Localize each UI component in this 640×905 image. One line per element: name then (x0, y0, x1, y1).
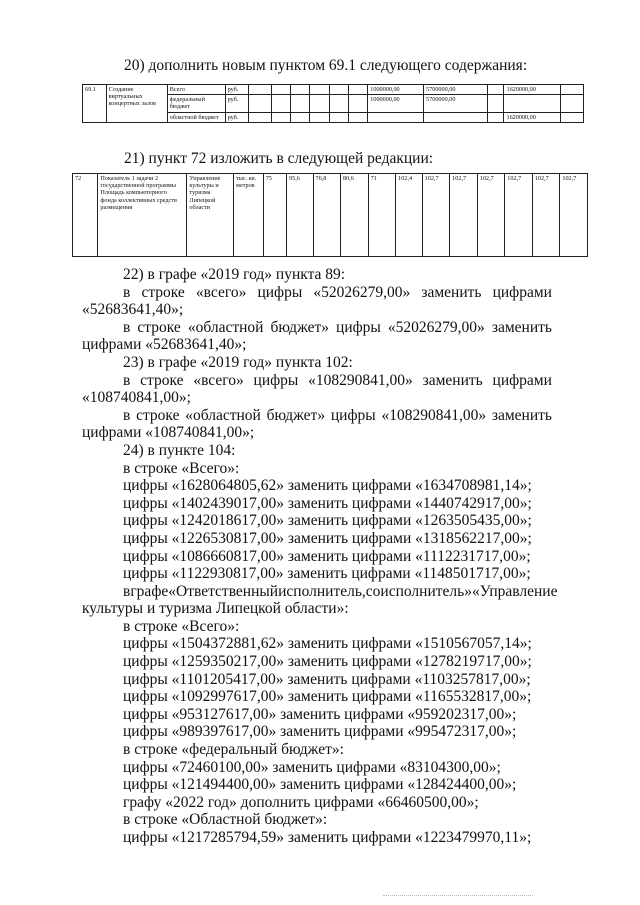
cell-value: 102,4 (396, 174, 422, 257)
item-number: 72 (73, 174, 98, 257)
text-line: цифры «1259350217,00» заменить цифрами «1278219717,00»; (123, 653, 532, 671)
text-line: цифры «1226530817,00» заменить цифрами «1318562217,00»; (123, 529, 532, 547)
text-line: в строке «федеральный бюджет»: (123, 741, 344, 759)
word: «108290841,00» (308, 371, 413, 389)
word: «52026279,00» (387, 318, 485, 336)
table-row (83, 85, 584, 95)
word: цифры (330, 406, 376, 424)
cell-value (504, 95, 561, 112)
word: бюджет» (266, 406, 326, 424)
text-line: цифры «1086660817,00» заменить цифрами «1112231717,00»; (123, 547, 531, 565)
word: «52026279,00» (313, 283, 411, 301)
word: бюджет» (270, 318, 329, 336)
text-line (82, 284, 552, 302)
text-line: культуры и туризма Липецкой области»: (82, 600, 349, 618)
word: «всего» (193, 371, 244, 389)
text-line: 24) в пункте 104: (123, 441, 236, 459)
page-edge-mark (383, 895, 533, 896)
indicator-description: Показатель 1 задачи 2 государственной программы Площадь компьютерного фонда коллективных средств размещения (98, 174, 187, 257)
responsible-org: Управление культуры и туризма Липецкой области (187, 174, 234, 257)
word: заменить (422, 371, 483, 389)
cell-value (368, 112, 424, 122)
text-line: цифры «1101205417,00» заменить цифрами «1103257817,00»; (123, 670, 531, 688)
word: «Ответственный (168, 582, 279, 600)
word: заменить (491, 406, 552, 424)
text-line: «52683641,40»; (82, 301, 184, 319)
word: цифры (253, 371, 299, 389)
text-line: в строке «Всего»: (123, 459, 240, 477)
word: цифры (336, 318, 381, 336)
text-line: цифры «1092997617,00» заменить цифрами «1165532817,00»; (123, 688, 532, 706)
text-line: цифры «989397617,00» заменить цифрами «995472317,00»; (123, 723, 517, 741)
text-line (82, 582, 558, 601)
word: строке (141, 283, 185, 301)
word: «всего» (195, 283, 247, 301)
cell-value: 102,7 (477, 174, 505, 257)
cell-value: 102,7 (422, 174, 450, 257)
unit: тыс. кв. метров (234, 174, 264, 257)
word: заменить (491, 318, 552, 336)
cell-value: 5700000,00 (424, 85, 488, 95)
word: строке (137, 318, 181, 336)
cell-value: 102,7 (532, 174, 560, 257)
text-line: графу «2022 год» дополнить цифрами «66460500,00»; (123, 793, 479, 811)
text-line: цифры «1122930817,00» заменить цифрами «1148501717,00»; (123, 565, 531, 583)
text-line: цифрами «52683641,40»; (82, 336, 247, 354)
word: в (123, 582, 131, 600)
cell-value: 102,7 (560, 174, 588, 257)
word: в (123, 371, 131, 389)
text-line: цифры «1217285794,59» заменить цифрами «1223479970,11»; (123, 829, 532, 846)
word: в (123, 283, 131, 301)
word: цифры (257, 283, 303, 301)
text-line: цифры «953127617,00» заменить цифрами «959202317,00»; (123, 705, 517, 723)
row-unit: руб. (225, 95, 249, 112)
item-number: 69.1 (83, 85, 107, 123)
cell-value: 1620000,00 (504, 85, 561, 95)
text-line (82, 372, 552, 390)
row-label: областной бюджет (167, 112, 225, 122)
text-line: 22) в графе «2019 год» пункта 89: (123, 266, 346, 283)
cell-value: 5700000,00 (424, 95, 488, 112)
word: «областной (185, 406, 261, 424)
cell-value: 1620000,00 (504, 112, 561, 122)
text-line: цифры «1504372881,62» заменить цифрами «1510567057,14»; (123, 635, 532, 653)
cell-value: 102,7 (505, 174, 533, 257)
text-line: 23) в графе «2019 год» пункта 102: (123, 353, 353, 371)
word: строке (140, 371, 184, 389)
cell-value: 80,6 (341, 174, 369, 257)
word: соисполнитель» (365, 582, 472, 600)
cell-value: 102,7 (450, 174, 478, 257)
text-line: цифры «1242018617,00» заменить цифрами «1263505435,00»; (123, 512, 532, 530)
text-line: цифрами «108740841,00»; (82, 424, 255, 442)
table-item-69-1 (82, 84, 584, 123)
cell-value: 95,6 (287, 174, 313, 257)
word: исполнитель, (278, 582, 366, 600)
cell-value (424, 112, 488, 122)
text-line: цифры «1628064805,62» заменить цифрами «1634708981,14»; (123, 477, 532, 495)
item-name: Создание виртуальных концертных залов (106, 85, 167, 123)
cell-value: 71 (368, 174, 396, 257)
amendment-text (82, 266, 558, 847)
text-line: в строке «Областной бюджет»: (123, 811, 328, 829)
text-line: цифры «72460100,00» заменить цифрами «83104300,00»; (123, 758, 501, 776)
text-line: цифры «1402439017,00» заменить цифрами «1440742917,00»; (123, 494, 532, 512)
word: цифрами (492, 371, 552, 389)
word: строке (136, 406, 180, 424)
text-line (82, 407, 552, 425)
text-line (82, 319, 552, 337)
word: «областной (187, 318, 264, 336)
word: графе (130, 582, 169, 600)
word: «108290841,00» (381, 406, 487, 424)
cell-value: 76,8 (313, 174, 341, 257)
table-item-72 (72, 173, 588, 257)
word: «Управление (471, 582, 558, 600)
word: в (123, 318, 131, 336)
heading-item-20: 20) дополнить новым пунктом 69.1 следующего содержания: (124, 57, 528, 74)
row-unit: руб. (225, 112, 249, 122)
heading-item-21: 21) пункт 72 изложить в следующей редакции: (124, 150, 434, 167)
row-unit: руб. (225, 85, 249, 95)
table-row (73, 174, 588, 257)
cell-value: 75 (263, 174, 286, 257)
cell-value: 1000000,00 (368, 95, 424, 112)
word: цифрами (492, 283, 552, 301)
word: заменить (421, 283, 482, 301)
text-line: в строке «Всего»: (123, 617, 240, 635)
word: в (123, 406, 131, 424)
row-label: федеральный бюджет (167, 95, 225, 112)
text-line: «108740841,00»; (82, 389, 191, 407)
row-label: Всего (167, 85, 225, 95)
text-line: цифры «121494400,00» заменить цифрами «128424400,00»; (123, 776, 517, 794)
cell-value: 1000000,00 (368, 85, 424, 95)
